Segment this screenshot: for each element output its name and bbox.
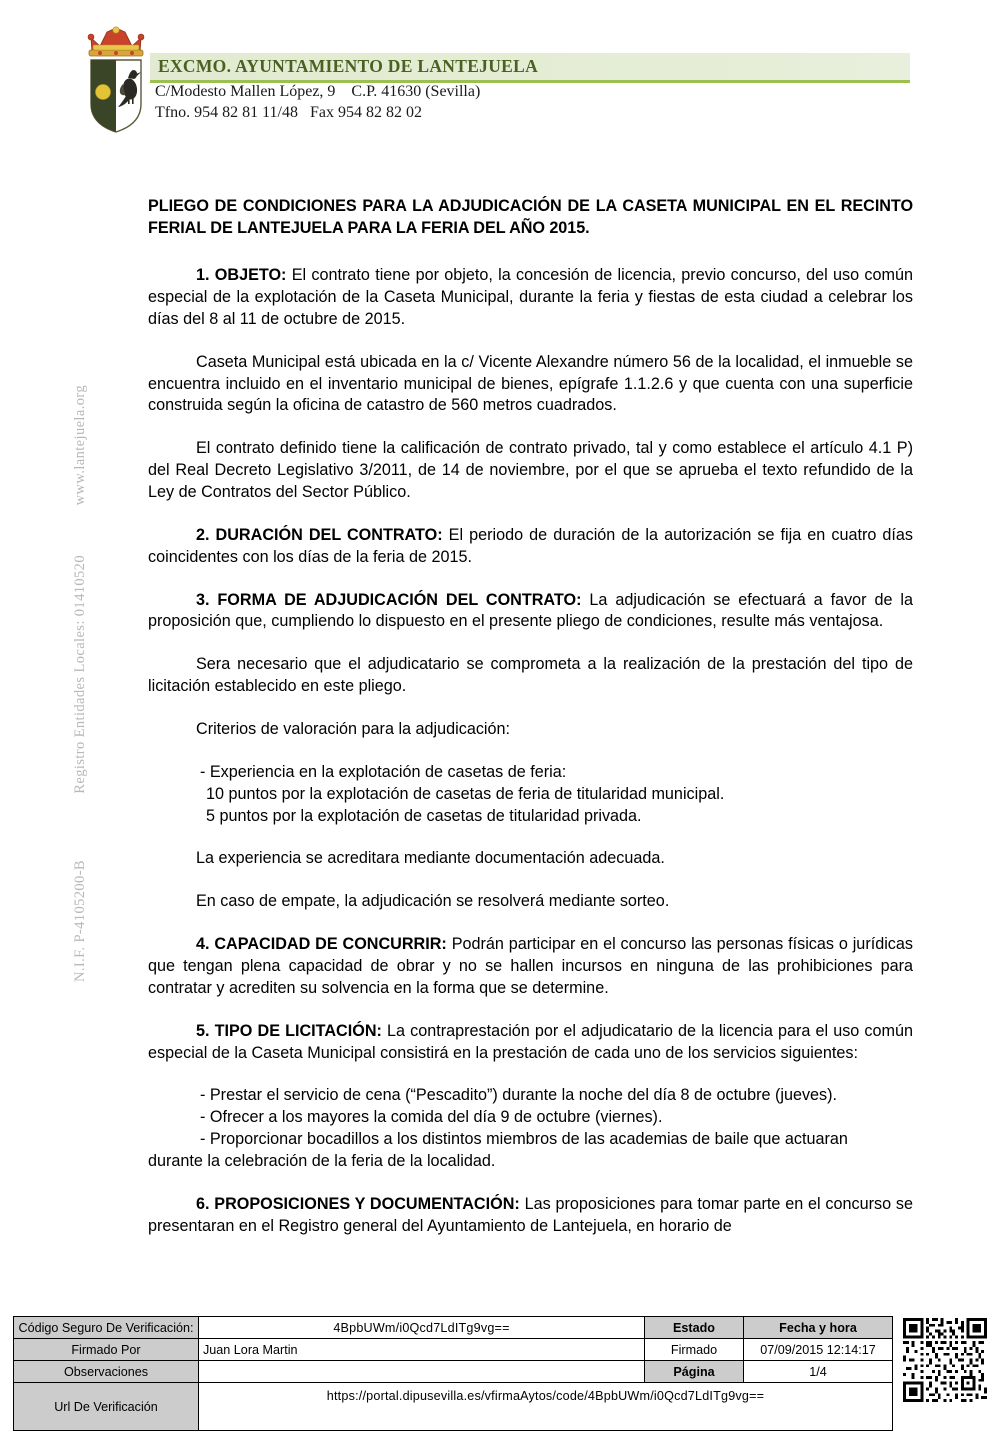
value-observaciones xyxy=(199,1361,645,1383)
label-url: Url De Verificación xyxy=(14,1383,199,1431)
table-row xyxy=(14,1361,893,1383)
section-6-text: Las proposiciones para tomar parte en el concurso se presentaran en el Registro general del Ayuntamiento de Lantejuela, en horario de xyxy=(148,1194,913,1235)
qr-code-icon xyxy=(903,1318,987,1402)
section-4-text: Podrán participar en el concurso las personas físicas o jurídicas que tengan plena capacidad de obrar y no se hallen incursos en ninguna de las prohibiciones para contratar y acrediten su solvencia en la forma que se determine. xyxy=(148,935,913,997)
page-header xyxy=(0,0,1000,150)
section-1-objeto xyxy=(148,265,913,331)
section-2-text: El periodo de duración de la autorización se fija en cuatro días coincidentes con los días de la feria de 2015. xyxy=(148,525,914,566)
service-item-comida: - Ofrecer a los mayores la comida del día 9 de octubre (viernes). xyxy=(200,1108,663,1127)
label-estado: Estado xyxy=(645,1317,744,1339)
value-firmado-por: Juan Lora Martin xyxy=(199,1339,645,1361)
criteria-item-municipal: 10 puntos por la explotación de casetas de feria de titularidad municipal. xyxy=(206,784,725,803)
sidebar-watermark xyxy=(0,0,110,1300)
service-item-cena: - Prestar el servicio de cena (“Pescadito”) durante la noche del día 8 de octubre (jueves). xyxy=(200,1086,838,1105)
entity-name: EXCMO. AYUNTAMIENTO DE LANTEJUELA xyxy=(158,56,539,76)
table-row xyxy=(14,1383,893,1431)
service-item-bocadillos-cont: durante la celebración de la feria de la localidad. xyxy=(148,1152,496,1171)
sidebar-nif: N.I.F. P-4105200-B xyxy=(72,860,88,983)
paragraph-criterios-intro: Criterios de valoración para la adjudicación: xyxy=(196,719,511,738)
criteria-list-header: - Experiencia en la explotación de casetas de feria: xyxy=(200,762,567,781)
verification-table xyxy=(13,1316,893,1431)
services-list xyxy=(148,1085,913,1172)
header-phone-line: Tfno. 954 82 81 11/48 Fax 954 82 82 02 xyxy=(155,104,422,121)
label-observaciones: Observaciones xyxy=(14,1361,199,1383)
paragraph-empate: En caso de empate, la adjudicación se resolverá mediante sorteo. xyxy=(196,892,670,911)
section-6-heading: 6. PROPOSICIONES Y DOCUMENTACIÓN: xyxy=(196,1194,520,1213)
label-pagina: Página xyxy=(645,1361,744,1383)
section-6-proposiciones xyxy=(148,1194,913,1238)
section-1-text: El contrato tiene por objeto, la concesión de licencia, previo concurso, del uso común especial de la explotación de la Caseta Municipal, durante la feria y fiestas de esta ciudad a celebrar los días del 8 al 11 de octubre de 2015. xyxy=(148,266,914,328)
sidebar-registry: Registro Entidades Locales: 01410520 xyxy=(72,555,88,794)
section-5-heading: 5. TIPO DE LICITACIÓN: xyxy=(196,1021,382,1040)
label-fecha: Fecha y hora xyxy=(744,1317,893,1339)
criteria-item-privada: 5 puntos por la explotación de casetas de titularidad privada. xyxy=(206,806,642,825)
paragraph-contract-classification: El contrato definido tiene la calificación de contrato privado, tal y como establece el artículo 4.1 P) del Real Decreto Legislativo 3/2011, de 14 de noviembre, por el que se aprueba el texto refundido de la Ley de Contratos del Sector Público. xyxy=(148,439,913,501)
service-item-bocadillos: - Proporcionar bocadillos a los distintos miembros de las academias de baile que actuaran xyxy=(200,1130,848,1149)
value-estado: Firmado xyxy=(645,1339,744,1361)
section-3-heading: 3. FORMA DE ADJUDICACIÓN DEL CONTRATO: xyxy=(196,590,582,609)
value-pagina: 1/4 xyxy=(744,1361,893,1383)
section-2-heading: 2. DURACIÓN DEL CONTRATO: xyxy=(196,525,443,544)
section-5-tipo-licitacion xyxy=(148,1021,913,1065)
section-4-capacidad xyxy=(148,934,913,1000)
section-1-heading: 1. OBJETO: xyxy=(196,266,287,285)
table-row xyxy=(14,1317,893,1339)
section-2-duracion xyxy=(148,525,913,569)
document-body xyxy=(148,196,913,1238)
paragraph-compromiso: Sera necesario que el adjudicatario se comprometa a la realización de la prestación del tipo de licitación establecido en este pliego. xyxy=(148,655,913,696)
value-csv: 4BpbUWm/i0Qcd7LdITg9vg== xyxy=(199,1317,645,1339)
paragraph-location: Caseta Municipal está ubicada en la c/ Vicente Alexandre número 56 de la localidad, el inmueble se encuentra incluido en el inventario municipal de bienes, epígrafe 1.1.2.6 y que cuenta con una superficie construida según la oficina de catastro de 560 metros cuadrados. xyxy=(148,352,913,415)
section-5-text: La contraprestación por el adjudicatario de la licencia para el uso común especial de la Caseta Municipal consistirá en la prestación de cada uno de los servicios siguientes: xyxy=(148,1021,913,1062)
section-4-heading: 4. CAPACIDAD DE CONCURRIR: xyxy=(196,935,447,954)
sidebar-website: www.lantejuela.org xyxy=(72,385,88,506)
signature-footer xyxy=(13,1316,893,1431)
document-title: PLIEGO DE CONDICIONES PARA LA ADJUDICACIÓN DE LA CASETA MUNICIPAL EN EL RECINTO FERIAL DE LANTEJUELA PARA LA FERIA DEL AÑO 2015. xyxy=(148,197,913,237)
criteria-list xyxy=(148,762,913,828)
table-row xyxy=(14,1339,893,1361)
section-3-forma-adjudicacion xyxy=(148,590,913,634)
section-3-text: La adjudicación se efectuará a favor de la proposición que, cumpliendo lo dispuesto en el presente pliego de condiciones, resulte más ventajosa. xyxy=(148,590,914,631)
value-fecha: 07/09/2015 12:14:17 xyxy=(744,1339,893,1361)
label-csv: Código Seguro De Verificación: xyxy=(14,1317,199,1339)
value-url[interactable]: https://portal.dipusevilla.es/vfirmaAytos/code/4BpbUWm/i0Qcd7LdITg9vg== xyxy=(199,1383,893,1431)
label-firmado-por: Firmado Por xyxy=(14,1339,199,1361)
header-address-line-1: C/Modesto Mallen López, 9 C.P. 41630 (Sevilla) xyxy=(155,83,481,100)
paragraph-acreditacion: La experiencia se acreditara mediante documentación adecuada. xyxy=(196,849,665,868)
